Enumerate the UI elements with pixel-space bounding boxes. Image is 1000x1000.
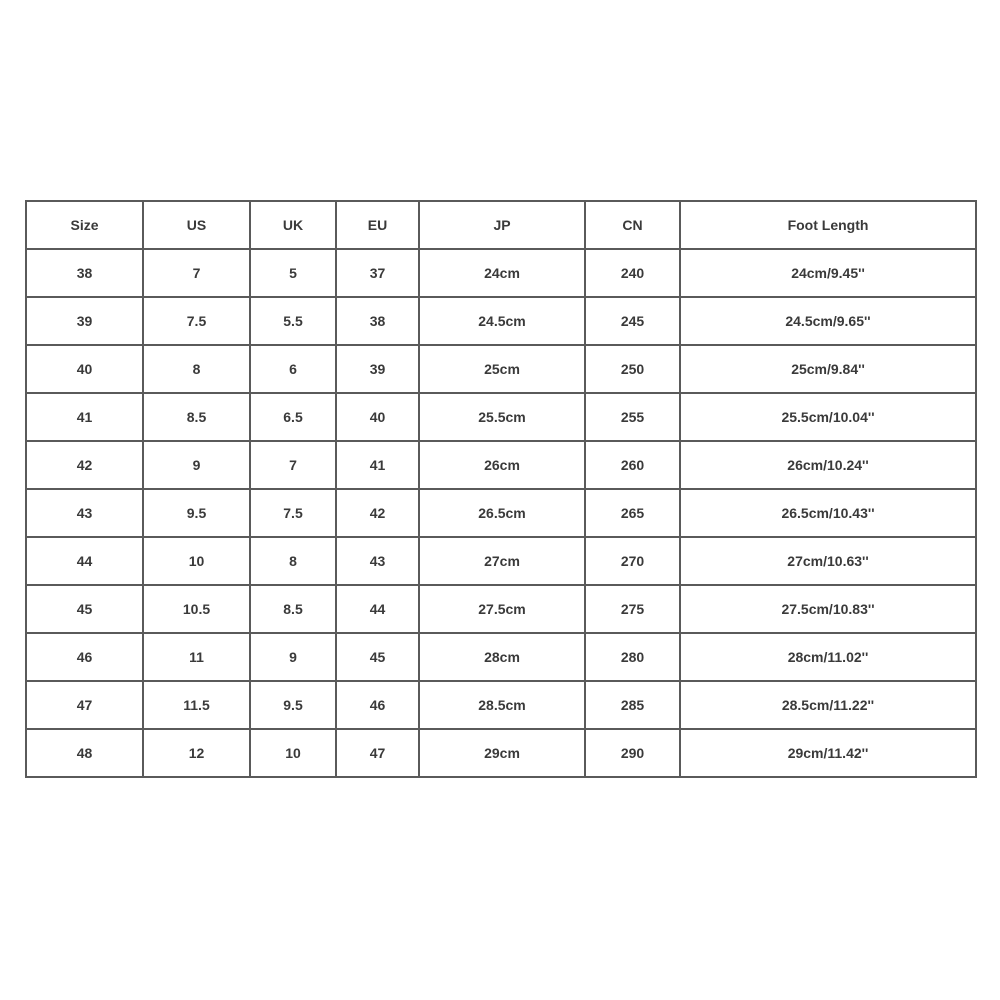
table-row (26, 441, 976, 489)
cell-foot-length: 28cm/11.02'' (680, 633, 976, 681)
cell-size: 46 (26, 633, 143, 681)
cell-us: 8.5 (143, 393, 250, 441)
table-header (26, 201, 976, 249)
cell-us: 7.5 (143, 297, 250, 345)
header-jp: JP (419, 201, 585, 249)
cell-uk: 10 (250, 729, 336, 777)
table-body (26, 249, 976, 777)
header-uk: UK (250, 201, 336, 249)
cell-jp: 27.5cm (419, 585, 585, 633)
cell-foot-length: 25.5cm/10.04'' (680, 393, 976, 441)
cell-foot-length: 24cm/9.45'' (680, 249, 976, 297)
cell-eu: 47 (336, 729, 419, 777)
cell-foot-length: 28.5cm/11.22'' (680, 681, 976, 729)
cell-eu: 40 (336, 393, 419, 441)
cell-eu: 37 (336, 249, 419, 297)
cell-jp: 24.5cm (419, 297, 585, 345)
header-eu: EU (336, 201, 419, 249)
cell-size: 40 (26, 345, 143, 393)
cell-foot-length: 27cm/10.63'' (680, 537, 976, 585)
header-foot-length: Foot Length (680, 201, 976, 249)
cell-us: 11.5 (143, 681, 250, 729)
cell-jp: 24cm (419, 249, 585, 297)
table-row (26, 249, 976, 297)
cell-cn: 240 (585, 249, 680, 297)
cell-eu: 44 (336, 585, 419, 633)
cell-size: 39 (26, 297, 143, 345)
cell-cn: 265 (585, 489, 680, 537)
cell-uk: 5 (250, 249, 336, 297)
cell-jp: 26.5cm (419, 489, 585, 537)
cell-eu: 39 (336, 345, 419, 393)
cell-jp: 28cm (419, 633, 585, 681)
header-cn: CN (585, 201, 680, 249)
cell-size: 45 (26, 585, 143, 633)
cell-size: 44 (26, 537, 143, 585)
cell-jp: 29cm (419, 729, 585, 777)
cell-jp: 25cm (419, 345, 585, 393)
cell-foot-length: 24.5cm/9.65'' (680, 297, 976, 345)
cell-uk: 7.5 (250, 489, 336, 537)
cell-uk: 7 (250, 441, 336, 489)
cell-uk: 6.5 (250, 393, 336, 441)
table-row (26, 633, 976, 681)
cell-uk: 8 (250, 537, 336, 585)
cell-eu: 38 (336, 297, 419, 345)
table-row (26, 393, 976, 441)
table-row (26, 297, 976, 345)
table-row (26, 345, 976, 393)
cell-cn: 275 (585, 585, 680, 633)
cell-uk: 8.5 (250, 585, 336, 633)
cell-jp: 26cm (419, 441, 585, 489)
cell-size: 48 (26, 729, 143, 777)
cell-cn: 250 (585, 345, 680, 393)
size-chart-table (25, 200, 977, 778)
cell-us: 7 (143, 249, 250, 297)
cell-cn: 280 (585, 633, 680, 681)
cell-eu: 43 (336, 537, 419, 585)
cell-us: 9.5 (143, 489, 250, 537)
table-row (26, 585, 976, 633)
cell-foot-length: 27.5cm/10.83'' (680, 585, 976, 633)
cell-cn: 245 (585, 297, 680, 345)
cell-uk: 9 (250, 633, 336, 681)
cell-size: 43 (26, 489, 143, 537)
header-us: US (143, 201, 250, 249)
table-row (26, 537, 976, 585)
cell-uk: 9.5 (250, 681, 336, 729)
cell-eu: 42 (336, 489, 419, 537)
table-row (26, 681, 976, 729)
cell-size: 42 (26, 441, 143, 489)
cell-jp: 27cm (419, 537, 585, 585)
cell-uk: 5.5 (250, 297, 336, 345)
cell-cn: 255 (585, 393, 680, 441)
cell-foot-length: 25cm/9.84'' (680, 345, 976, 393)
table-row (26, 729, 976, 777)
table-row (26, 489, 976, 537)
cell-us: 9 (143, 441, 250, 489)
cell-uk: 6 (250, 345, 336, 393)
cell-cn: 290 (585, 729, 680, 777)
cell-jp: 28.5cm (419, 681, 585, 729)
cell-us: 11 (143, 633, 250, 681)
cell-size: 38 (26, 249, 143, 297)
cell-size: 47 (26, 681, 143, 729)
cell-eu: 45 (336, 633, 419, 681)
cell-eu: 46 (336, 681, 419, 729)
cell-us: 8 (143, 345, 250, 393)
cell-us: 10.5 (143, 585, 250, 633)
cell-us: 10 (143, 537, 250, 585)
header-row (26, 201, 976, 249)
cell-foot-length: 29cm/11.42'' (680, 729, 976, 777)
cell-jp: 25.5cm (419, 393, 585, 441)
cell-cn: 285 (585, 681, 680, 729)
cell-cn: 270 (585, 537, 680, 585)
cell-foot-length: 26.5cm/10.43'' (680, 489, 976, 537)
cell-size: 41 (26, 393, 143, 441)
cell-cn: 260 (585, 441, 680, 489)
cell-us: 12 (143, 729, 250, 777)
cell-eu: 41 (336, 441, 419, 489)
cell-foot-length: 26cm/10.24'' (680, 441, 976, 489)
header-size: Size (26, 201, 143, 249)
